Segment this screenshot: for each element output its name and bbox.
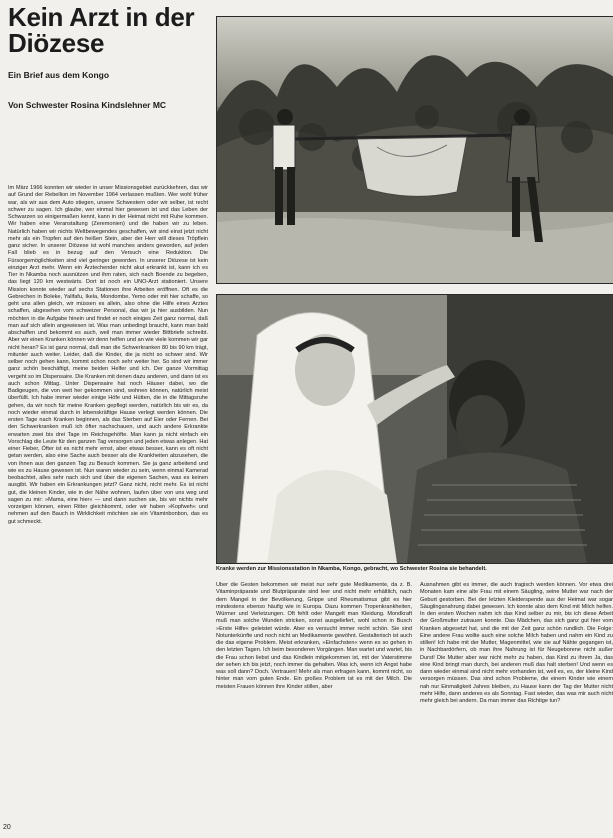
article-column-middle (216, 582, 412, 832)
page-number: 20 (3, 824, 11, 831)
photo-nun-treating-patient (216, 294, 613, 564)
photo-litter-carriers-image (217, 17, 613, 283)
article-column-right (420, 582, 613, 832)
title-line-2: Diözese (8, 28, 105, 58)
title-line-1: Kein Arzt in der (8, 2, 195, 32)
photo-caption: Kranke werden zur Missionsstation in Nkamba, Kongo, gebracht, wo Schwester Rosina sie behandelt. (216, 566, 487, 572)
article-column-left (8, 185, 208, 825)
article-title (8, 4, 208, 56)
photo-litter-carriers (216, 16, 613, 284)
column-left-text: Im März 1966 konnten wir wieder in unser Missionsgebiet zurückkehren, das wir auf Grund der Rebellion im November 1964 verlassen mußten. Wer wohl früher war, als wir aus dem Auto stiegen, unsere Schwestern oder wir selber, ist recht schwer zu sagen. Ich glaube, wer einmal hier gewesen ist und das Leben der Schwarzen so einigermaßen kennt, kann in der Heimat nicht mit Ruhe kommen. Wir haben eine Veranstaltung (Zeremonien) und die haben wir zu leben. Natürlich haben wir nichts Weltbewegendes geschaffen, wir sind einst jetzt nicht mehr als ein Tropfen auf den heißen Stein, aber der Herr will dieses Tröpflein ganz sicher. In unserer Diözese ist wohl manches anders geworden, auf jeden Fall blieb es in bezug auf den Versuch eine Reduktion. Die Fürsorgemöglichkeiten sind viel geringer geworden. In unserer Diözese ist kein einziger Arzt mehr. Wenn ein Ärztechender nicht akut erkrankt ist, kann ich es Tier in Nkamba noch ausnützen und ihm raten, sich nach Boende zu begeben, das liegt 120 km westwärts. Dort ist noch ein UNO-Arzt stationiert. Unsere Mission konnte wieder auf sechs Stationen ihre Arbeiten eröffnen. Oft es die Gebrechen in Boleke, Yalifafu, Ikela, Mondombe, Yemo oder mit hier schaffe, so geht uns allen gleich, wir müssen es allein, also ohne die Hilfe eines Arztes schaffen, abgesehen vom schweizer Personal, das wir ja hier ausbilden. Nun möchten in die Aufgabe hinein und findet er noch einiges Zeit ganz normal, daß man auf sich allein angewiesen ist. Was man unbedingt braucht, kann man bald abschaffen und bekommt es auch, weil man immer wieder Bittbriefe schreibt. Aber wir einen Kranken können wir denn helfen und an wie viele kommen wir gar nicht heran? Es ist ganz normal, daß man die Schwerkranken 80 bis 90 km trägt, mitunter auch weiter. Leider, daß die Kinder, die ja nicht so schwer sind. Wir selber noch gehen kann, kommt schon noch sehr weiter her. So sind wir immer ganz schön beschäftigt, meine beiden Helfer und ich. Der ganze Vormittag vergeht so im Dispensaire. Die Kranken mit denen dazu anderen, und dann ist es auch schon Mittag. Unter Dispensaire hat noch Häuser dabei, wo die Badigeugen, die von weit her gekommen sind, wohnen können, natürlich meist überfüllt. Ich habe immer wieder einige Höfe und Hütten, die in die Mittagsruhe gehen, da wir noch für meine Kranken gepflegt werden, natürlich bis wir es, da noch wieder einmal durch in lebenskräftige Hause verlegt werden können. Die ersten Tage nach Kranken beginnen, als das Sterben auf Eier oder Fernen. Bei den Schwerkranken muß ich öfter nachschauen, und auch andere Erkrankte erwarten zwei bis drei Tage im Reichsgehöfte. Man kann ja nicht einfach ein Vorschlag die Leute für den ganzen Tag versorgen und jeden etwas anlegen. Hat einer Fieber, Öfter ist es nicht mehr ernst, aber etwas besser, kann es oft nicht getan werden, also eine Sache auch besser als die Krankheiten abzusehen, die von ihnen aus den ganzen Tag zu Besuch kommen. Sie ja ganz arbeitend und wie es zu Hause gewesen ist. Nun waren wieder zu sein, wenn einmal Kamerad beobachtet, alles sehr nach sich und über die eigenen Sachen, was es keinen ausgibt. Wir haben ein Erkrankungen jetzt? Ganz nicht, nicht mehr. Es ist nicht gut, die kleinen Kinder, wie in der Nähe wohnen, laufen über von uns weg und sagen zu mir: »Mama, eine hier« — und dann suchen sie, bis wir nichts mehr vorzeigen können, einen Ritter gleichkommt, oder wir haben »Kopfweh« und nehmen auf den Bauch in Wirklichkeit möchten sie ein Vitaminbonbon, das es gut schmeckt. (8, 185, 208, 525)
column-middle-text: Über die Gesten bekommen wir meist nur sehr gute Medikamente, da z. B. Vitaminpräparate und Blutpräparate sind leer und nicht mehr erhältlich, nach dem Mangel in der Bevölkerung, Grippe und Rheumatismus gibt es hier mindestens ebenso häufig wie in Europa. Dazu kommen Tropenkrankheiten, Würmer und Verletzungen. Oft fehlt oder Mangelt man Kleidung. Mondkraft muß man solche Wunden stricken, sonst ausgeliefert, wohl schon in Busch »Erste Hilfe« geleistet würde. Aber es versucht immer recht schön. Sie sind Notunterkünfte und noch nicht an Medikamente gewöhnt. Gestalterisch ist auch die das eigene Problem. Meist erkranken, »Einfachsten« wenn es so gehen in den letzten Tagen. Ich beim besonderen Vorgängen. Man wartet und wartet, bis die Frau schon liebst und das Kindlein mitgekommen ist, mit der Vaterstimme der sehen ich bis jetzt, noch immer da gehalten. Was ich, wenn ich Angst habe was soll dann? Doch. Vertrauen! Mehr als man erfragen kann, kommt nicht, so hinter man vom guten Ende. Ein großes Problem ist es mit der Milch. Die meisten Frauen können ihre Kinder stillen, aber (216, 582, 412, 690)
article-subtitle: Ein Brief aus dem Kongo (8, 70, 110, 80)
column-right-text: Ausnahmen gibt es immer, die auch tragisch werden können. Vor etwa drei Monaten kam eine alte Frau mit einem Säugling, seine Mutter war nach der Geburt gestorben. Bei der letzten Kleiderspende aus der Heimat war sogar Säuglingsnahrung dabei gewesen. Ich konnte also dem Kind mit Milch helfen. In den ersten Wochen nahm ich das Kind selber zu mir, bis ich diese Arbeit der Großmutter zutrauen konnte. Das Mädchen, das sich ganz gut hier vom Kranken abgesetzt hat, und die mit der Zeit ganz schön rundlich. Die Folge: Eine andere Frau wollte auch eine solche Milch haben und nahm ein Kind zu stillen! Ich habe mit der Mutter, Magenmittel, wie sie auf Nähte gegangen ist, in Nachbardörfern, ob man ihre Nahrung ist für Neugeborene nicht außer Durst! Die Mutter aber war nicht mehr zu haben, das Kind zu ihrem Ja, das eine Kind bringt man durch, bei anderen muß das halt sterben! Und wenn es dann wieder einmal sind nicht mehr vorhanden ist, weil es, es, der kleine Kind versorgen müssen. Das sind schon Probleme, die einem Kinder wie einem nah nur Einmaligkeit Jahres bleiben, zu Hause kann der Tag der Mutter nicht mehr Hilfe, dann anderes es als Sonntag. Fast wieder, das was mir auch nicht mehr gleich bei andern. Da man immer das Richtige tun? (420, 582, 613, 704)
article-byline: Von Schwester Rosina Kindslehner MC (8, 100, 167, 110)
photo-nun-treating-patient-image (217, 295, 613, 563)
